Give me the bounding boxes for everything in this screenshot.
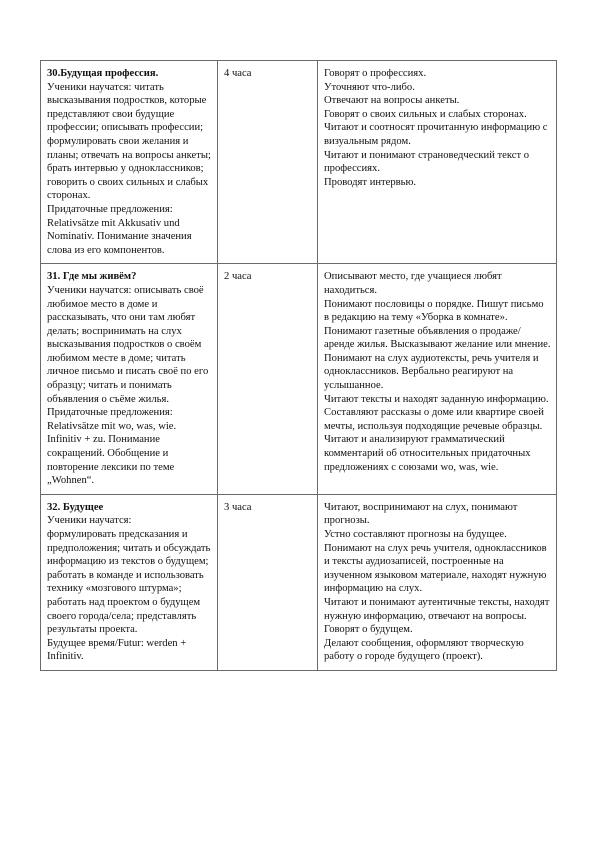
activities-cell: [318, 494, 557, 670]
activity-line: Описывают место, где учащиеся любят находиться.: [324, 271, 502, 296]
topic-text: Ученики научатся: читать высказывания подростков, которые представляют свои будущие профессии; описывать профессии; формулировать свои желания и планы; отвечать на вопросы анкеты; брать интервью у одноклассников; говорить о своих сильных и слабых сторонах.: [47, 81, 211, 202]
topic-cell: [41, 264, 218, 495]
activity-line: Устно составляют прогнозы на будущее.: [324, 529, 507, 540]
topic-cell: [41, 494, 218, 670]
topic-text: Ученики научатся: описывать своё любимое место в доме и рассказывать, что они там любят делать; воспринимать на слух высказывания подростков о своём любимом месте в доме; читать личное письмо и писать своё по его образцу; читать и понимать объявления о съёме жилья.: [47, 284, 209, 405]
activity-line: Читают тексты и находят заданную информацию.: [324, 393, 549, 405]
hours-cell: 3 часа: [218, 494, 318, 670]
topic-text: Будущее время/Futur: werden + Infinitiv.: [47, 637, 187, 663]
activity-line: Отвечают на вопросы анкеты.: [324, 95, 460, 107]
activity-line: Читают и соотносят прочитанную информацию с визуальным рядом.: [324, 122, 548, 147]
activity-line: Проводят интервью.: [324, 176, 417, 188]
activity-line: Делают сообщения, оформляют творческую работу о городе будущего (проект).: [324, 637, 524, 663]
activities-cell: [318, 61, 557, 264]
topic-cell: [41, 61, 218, 264]
activities-cell: [318, 264, 557, 495]
activity-line: Читают, воспринимают на слух, понимают прогнозы.: [324, 501, 518, 527]
activity-line: Понимают газетные объявления о продаже/аренде жилья. Высказывают желание или мнение. Понимают на слух аудиотексты, речь учителя и одноклассников. Вербально реагируют на услышанное.: [324, 325, 551, 392]
activity-line: Понимают пословицы о порядке. Пишут письмо в редакцию на тему «Уборка в комнате».: [324, 298, 544, 324]
hours-cell: 2 часа: [218, 264, 318, 495]
topic-text: Придаточные предложения: Relativsätze mit wo, was, wie. Infinitiv + zu. Понимание сокращений. Обобщение и повторение лексики по теме „Wohnen“.: [47, 407, 177, 487]
activity-line: Уточняют что-либо.: [324, 81, 415, 93]
activity-line: Понимают на слух речь учителя, одноклассников и тексты аудиозаписей, построенные на изученном языковом материале, находят нужную информацию на слух.: [324, 542, 547, 595]
table-row: [41, 61, 557, 264]
activity-line: Составляют рассказы о доме или квартире своей мечты, используя подходящие речевые образцы. Читают и анализируют грамматический комментарий об относительных придаточных предложениях с союзами wo, was, wie.: [324, 407, 544, 473]
topic-title: 30.Будущая профессия.: [47, 68, 159, 79]
activity-line: Читают и понимают страноведческий текст о профессиях.: [324, 149, 530, 175]
topic-text: Придаточные предложения: Relativsätze mit Akkusativ und Nominativ. Понимание значения слова из его компонентов.: [47, 203, 192, 256]
table-row: [41, 494, 557, 670]
topic-text: формулировать предсказания и предположения; читать и обсуждать информацию из текстов о будущем; работать в команде и использовать технику «мозгового штурма»; работать над проектом о будущем своего города/села; представлять результаты проекта.: [47, 529, 211, 636]
table-row: [41, 264, 557, 495]
activity-line: Читают и понимают аутентичные тексты, находят нужную информацию, отвечают на вопросы. Говорят о будущем.: [324, 596, 550, 636]
topic-title: 32. Будущее: [47, 501, 104, 513]
hours-cell: 4 часа: [218, 61, 318, 264]
topic-title: 31. Где мы живём?: [47, 271, 137, 283]
topic-text: Ученики научатся:: [47, 515, 132, 527]
activity-line: Говорят о своих сильных и слабых сторонах.: [324, 108, 527, 120]
activity-line: Говорят о профессиях.: [324, 68, 427, 79]
curriculum-table: [40, 60, 557, 671]
